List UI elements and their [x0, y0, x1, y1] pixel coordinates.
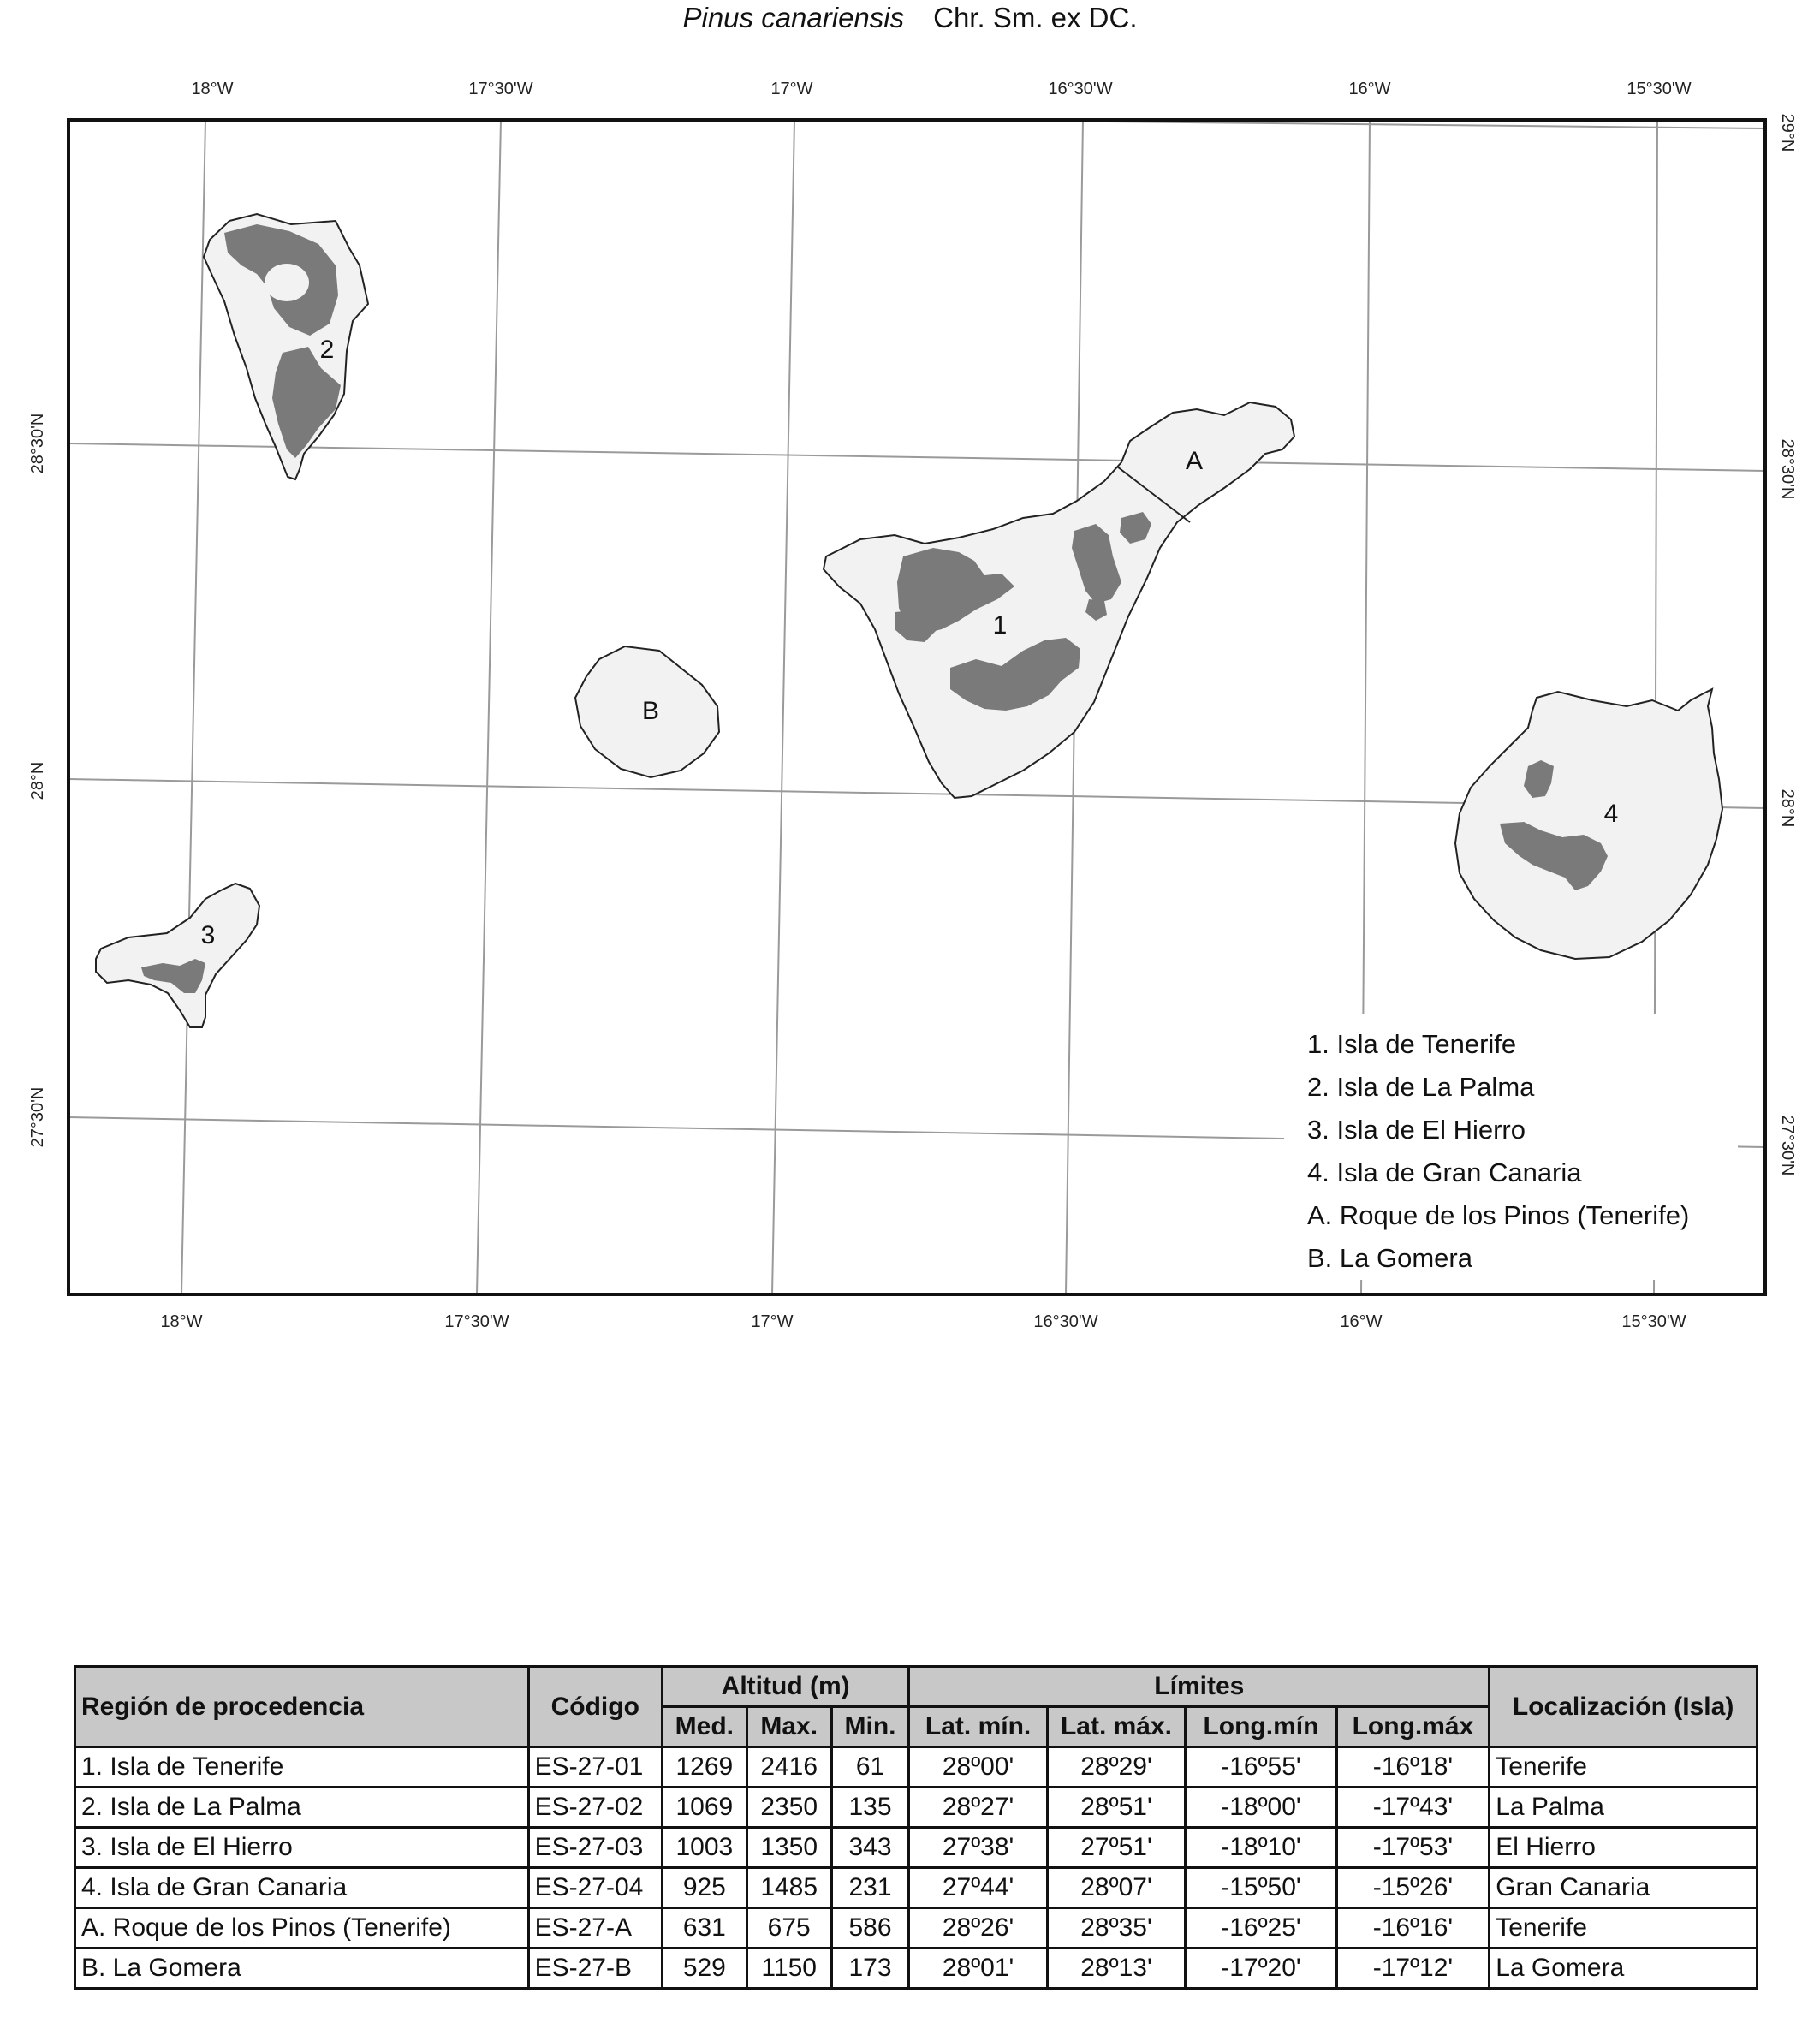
cell-max: 1350 — [746, 1828, 831, 1868]
cell-lat-max: 28º29' — [1047, 1747, 1185, 1788]
cell-max: 1150 — [746, 1949, 831, 1989]
lat-ticks-right — [1778, 114, 1797, 1176]
caldera-gap — [265, 264, 309, 301]
lon-tick-top: 18°W — [191, 80, 234, 98]
island-label-tenerife: 1 — [992, 611, 1008, 640]
cell-med: 1069 — [662, 1788, 746, 1828]
cell-min: 61 — [831, 1747, 909, 1788]
lat-tick-left: 28°30'N — [28, 413, 47, 474]
island-label-la-palma: 2 — [319, 336, 335, 364]
cell-min: 343 — [831, 1828, 909, 1868]
cell-lat-min: 28º01' — [909, 1949, 1047, 1989]
cell-lat-min: 28º27' — [909, 1788, 1047, 1828]
lon-tick-top: 16°W — [1348, 80, 1391, 98]
cell-region: B. La Gomera — [75, 1949, 529, 1989]
table-row — [75, 1828, 1758, 1868]
lon-tick-top: 17°W — [770, 80, 813, 98]
cell-med: 529 — [662, 1949, 746, 1989]
cell-location: Tenerife — [1490, 1908, 1758, 1949]
legend-item: 1. Isla de Tenerife — [1307, 1029, 1517, 1059]
species-name: Pinus canariensis — [682, 2, 905, 33]
cell-lat-min: 27º38' — [909, 1828, 1047, 1868]
header-lat-min: Lat. mín. — [909, 1707, 1047, 1747]
lon-tick-top: 16°30'W — [1048, 80, 1113, 98]
cell-location: La Palma — [1490, 1788, 1758, 1828]
cell-long-min: -18º00' — [1186, 1788, 1337, 1828]
cell-region: 1. Isla de Tenerife — [75, 1747, 529, 1788]
cell-region: 3. Isla de El Hierro — [75, 1828, 529, 1868]
cell-code: ES-27-01 — [528, 1747, 662, 1788]
header-long-min: Long.mín — [1186, 1707, 1337, 1747]
lon-ticks-top — [191, 80, 1691, 98]
header-lat-max: Lat. máx. — [1047, 1707, 1185, 1747]
cell-long-min: -17º20' — [1186, 1949, 1337, 1989]
cell-long-min: -18º10' — [1186, 1828, 1337, 1868]
island-tenerife — [824, 402, 1294, 798]
island-label-la-gomera: B — [641, 697, 660, 725]
lat-tick-left: 27°30'N — [28, 1086, 47, 1148]
legend-item: B. La Gomera — [1307, 1243, 1472, 1273]
map-legend — [1284, 1014, 1738, 1280]
header-code: Código — [528, 1667, 662, 1747]
legend-item: A. Roque de los Pinos (Tenerife) — [1307, 1200, 1690, 1230]
cell-region: 4. Isla de Gran Canaria — [75, 1868, 529, 1908]
lat-tick-right: 27°30'N — [1778, 1115, 1797, 1176]
lon-tick-bottom: 15°30'W — [1621, 1312, 1686, 1331]
cell-min: 135 — [831, 1788, 909, 1828]
legend-item: 2. Isla de La Palma — [1307, 1072, 1535, 1102]
lon-tick-top: 15°30'W — [1627, 80, 1692, 98]
island-label-gran-canaria: 4 — [1603, 800, 1619, 828]
meridian-17w — [772, 120, 794, 1294]
cell-long-max: -16º16' — [1336, 1908, 1490, 1949]
lat-tick-right: 29°N — [1778, 113, 1797, 152]
cell-long-min: -16º25' — [1186, 1908, 1337, 1949]
cell-lat-min: 27º44' — [909, 1868, 1047, 1908]
meridian-18w — [181, 120, 205, 1294]
lon-tick-bottom: 18°W — [160, 1312, 203, 1331]
header-altitude: Altitud (m) — [662, 1667, 908, 1707]
table-row — [75, 1908, 1758, 1949]
lon-tick-bottom: 17°30'W — [444, 1312, 509, 1331]
island-gran-canaria — [1455, 689, 1722, 959]
cell-location: La Gomera — [1490, 1949, 1758, 1989]
cell-lat-max: 28º07' — [1047, 1868, 1185, 1908]
cell-max: 1485 — [746, 1868, 831, 1908]
header-max: Max. — [746, 1707, 831, 1747]
cell-med: 631 — [662, 1908, 746, 1949]
cell-region: 2. Isla de La Palma — [75, 1788, 529, 1828]
lon-tick-bottom: 17°W — [751, 1312, 794, 1331]
cell-code: ES-27-B — [528, 1949, 662, 1989]
legend-item: 3. Isla de El Hierro — [1307, 1115, 1526, 1145]
cell-lat-min: 28º00' — [909, 1747, 1047, 1788]
lat-tick-right: 28°30'N — [1778, 438, 1797, 500]
header-min: Min. — [831, 1707, 909, 1747]
table-row — [75, 1788, 1758, 1828]
header-long-max: Long.máx — [1336, 1707, 1490, 1747]
cell-max: 2350 — [746, 1788, 831, 1828]
cell-long-max: -16º18' — [1336, 1747, 1490, 1788]
cell-code: ES-27-03 — [528, 1828, 662, 1868]
island-label-roque: A — [1185, 447, 1204, 475]
legend-item: 4. Isla de Gran Canaria — [1307, 1157, 1582, 1187]
cell-location: Tenerife — [1490, 1747, 1758, 1788]
cell-code: ES-27-A — [528, 1908, 662, 1949]
cell-long-max: -17º53' — [1336, 1828, 1490, 1868]
provenance-table — [74, 1665, 1758, 1990]
table-row — [75, 1868, 1758, 1908]
cell-long-min: -15º50' — [1186, 1868, 1337, 1908]
cell-location: El Hierro — [1490, 1828, 1758, 1868]
lon-tick-bottom: 16°30'W — [1033, 1312, 1098, 1331]
cell-lat-max: 28º35' — [1047, 1908, 1185, 1949]
cell-long-max: -17º12' — [1336, 1949, 1490, 1989]
cell-long-min: -16º55' — [1186, 1747, 1337, 1788]
cell-lat-max: 28º13' — [1047, 1949, 1185, 1989]
lon-tick-bottom: 16°W — [1340, 1312, 1383, 1331]
cell-long-max: -17º43' — [1336, 1788, 1490, 1828]
cell-max: 675 — [746, 1908, 831, 1949]
table-row — [75, 1949, 1758, 1989]
lon-ticks-bottom — [160, 1312, 1686, 1331]
header-limits: Límites — [909, 1667, 1490, 1707]
cell-min: 173 — [831, 1949, 909, 1989]
cell-code: ES-27-04 — [528, 1868, 662, 1908]
cell-lat-min: 28º26' — [909, 1908, 1047, 1949]
cell-min: 586 — [831, 1908, 909, 1949]
island-el-hierro — [96, 884, 259, 1027]
cell-long-max: -15º26' — [1336, 1868, 1490, 1908]
header-region: Región de procedencia — [75, 1667, 529, 1747]
cell-min: 231 — [831, 1868, 909, 1908]
header-location: Localización (Isla) — [1490, 1667, 1758, 1747]
header-med: Med. — [662, 1707, 746, 1747]
cell-lat-max: 28º51' — [1047, 1788, 1185, 1828]
cell-code: ES-27-02 — [528, 1788, 662, 1828]
cell-location: Gran Canaria — [1490, 1868, 1758, 1908]
cell-lat-max: 27º51' — [1047, 1828, 1185, 1868]
island-label-el-hierro: 3 — [200, 921, 216, 949]
lon-tick-top: 17°30'W — [468, 80, 533, 98]
cell-max: 2416 — [746, 1747, 831, 1788]
cell-med: 1003 — [662, 1828, 746, 1868]
lat-tick-left: 28°N — [28, 761, 47, 800]
cell-med: 925 — [662, 1868, 746, 1908]
cell-med: 1269 — [662, 1747, 746, 1788]
lat-ticks-left — [28, 414, 47, 1148]
species-authority: Chr. Sm. ex DC. — [933, 2, 1138, 33]
lat-tick-right: 28°N — [1778, 788, 1797, 828]
islands — [96, 214, 1722, 1027]
parallel-28-30n — [68, 443, 1765, 471]
table-row — [75, 1747, 1758, 1788]
meridian-17-30w — [477, 120, 501, 1294]
cell-region: A. Roque de los Pinos (Tenerife) — [75, 1908, 529, 1949]
